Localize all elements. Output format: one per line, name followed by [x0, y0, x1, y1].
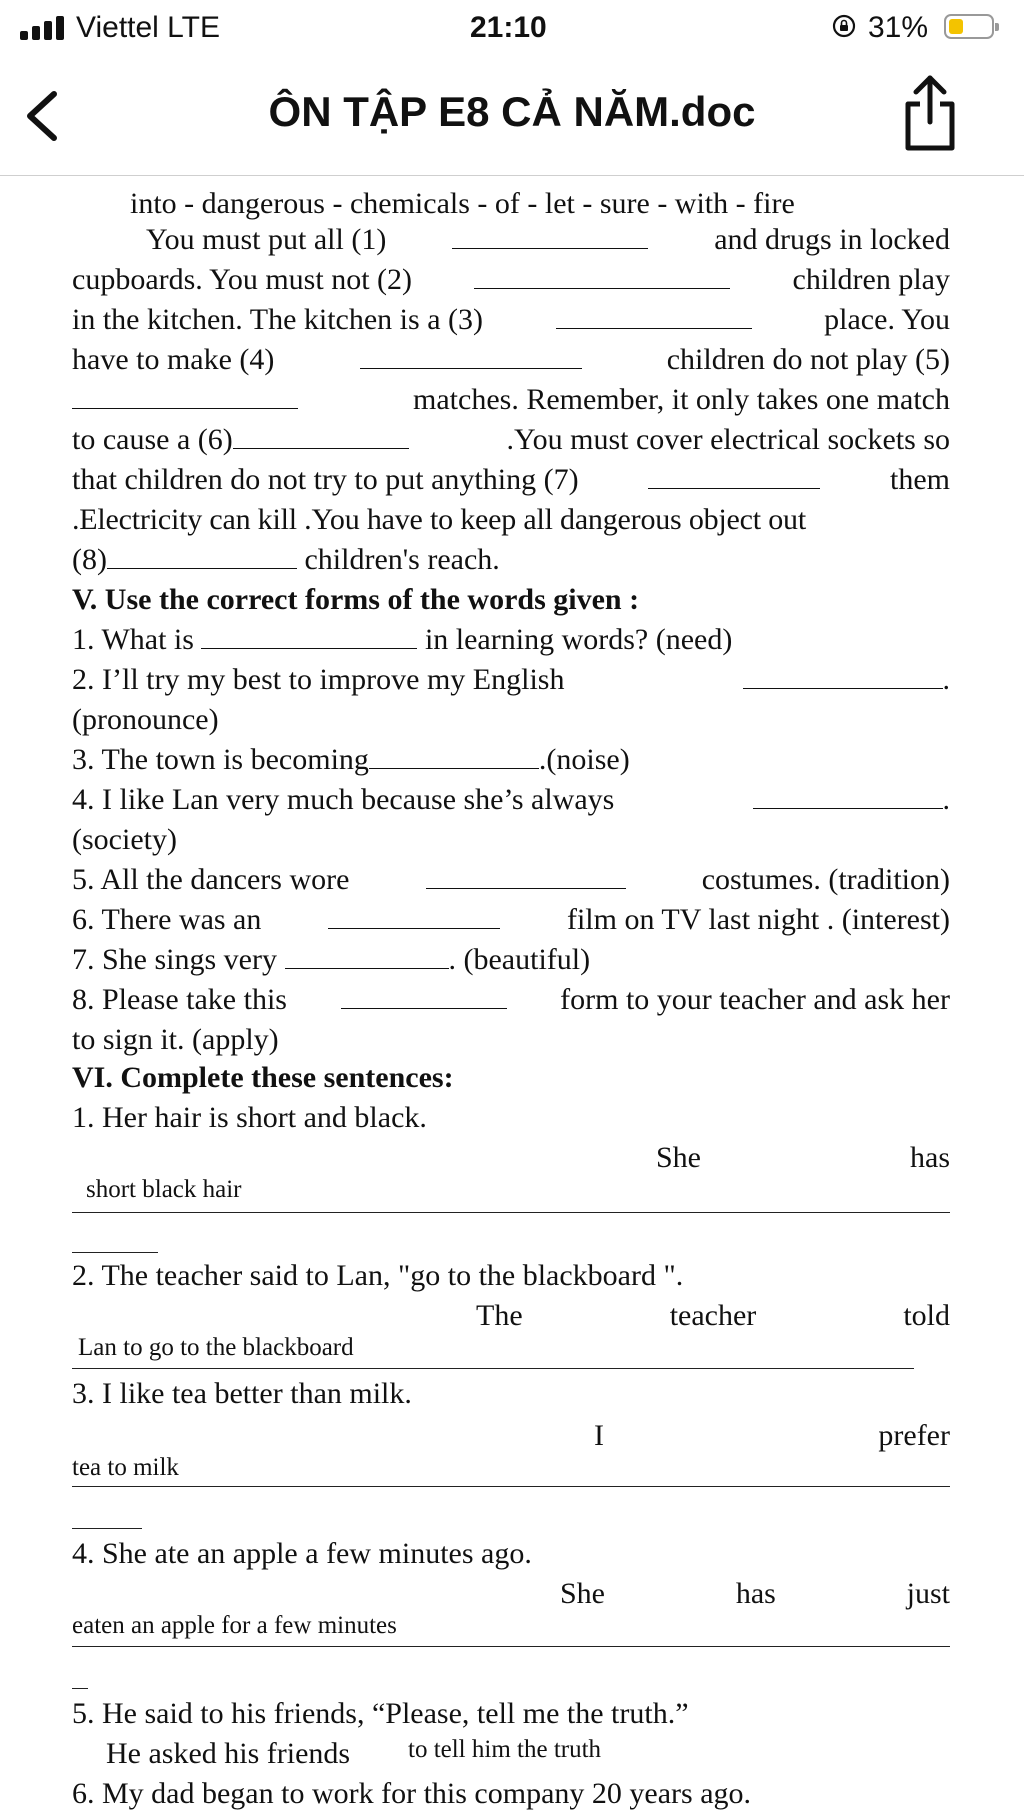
battery-percent: 31%: [868, 11, 929, 44]
handwritten-answer: tea to milk: [72, 1454, 179, 1481]
answer-line: [72, 1212, 950, 1213]
exercise-item: 6. My dad began to work for this company 20 years ago.: [72, 1777, 752, 1810]
exercise-item: 6. There was an film on TV last night . (interest): [72, 903, 950, 936]
exercise-item: 8. Please take this form to your teacher and ask her: [72, 983, 950, 1016]
document-page[interactable]: [0, 176, 1024, 1820]
exercise-item: 3. The town is becoming .(noise): [72, 743, 630, 776]
carrier-label: Viettel LTE: [76, 11, 220, 44]
passage-line: .Electricity can kill .You have to keep all dangerous object out: [72, 503, 806, 536]
start-words: I prefer: [594, 1419, 950, 1452]
passage-line: in the kitchen. The kitchen is a (3) place. You: [72, 303, 950, 336]
orientation-lock-icon: [832, 14, 856, 38]
answer-line: [72, 1646, 950, 1647]
passage-line: have to make (4) children do not play (5): [72, 343, 950, 376]
passage-line: (8) children's reach.: [72, 543, 500, 576]
clipped-heading: [72, 176, 950, 178]
passage-line: You must put all (1) and drugs in locked: [146, 223, 950, 256]
start-words: She has: [656, 1141, 950, 1174]
start-words: The teacher told: [476, 1299, 950, 1332]
answer-line: [72, 1688, 88, 1689]
exercise-item: (society): [72, 823, 177, 856]
section-heading: VI. Complete these sentences:: [72, 1061, 454, 1094]
exercise-item: 5. He said to his friends, “Please, tell me the truth.”: [72, 1697, 689, 1730]
start-words: He asked his friends: [106, 1737, 351, 1770]
passage-line: to cause a (6) .You must cover electrical sockets so: [72, 423, 950, 456]
exercise-item: 2. The teacher said to Lan, "go to the blackboard ".: [72, 1259, 684, 1292]
handwritten-answer: short black hair: [86, 1176, 242, 1203]
section-heading: V. Use the correct forms of the words given :: [72, 583, 640, 616]
exercise-item: 2. I’ll try my best to improve my English .: [72, 663, 950, 696]
share-icon[interactable]: [900, 72, 960, 154]
exercise-item: 4. I like Lan very much because she’s always .: [72, 783, 950, 816]
word-box: into - dangerous - chemicals - of - let - sure - with - fire: [130, 187, 795, 220]
chevron-left-icon[interactable]: [20, 88, 64, 144]
nav-bar: [0, 60, 1024, 176]
exercise-item: (pronounce): [72, 703, 219, 736]
status-time: 21:10: [470, 11, 547, 44]
battery-icon: [944, 14, 994, 39]
exercise-item: 1. Her hair is short and black.: [72, 1101, 427, 1134]
answer-line: [72, 1368, 914, 1369]
handwritten-answer: eaten an apple for a few minutes: [72, 1612, 397, 1639]
answer-line: [72, 1486, 950, 1487]
passage-line: cupboards. You must not (2) children play: [72, 263, 950, 296]
exercise-item: 4. She ate an apple a few minutes ago.: [72, 1537, 532, 1570]
passage-line: matches. Remember, it only takes one match: [72, 382, 950, 418]
exercise-item: to sign it. (apply): [72, 1023, 279, 1056]
exercise-item: 5. All the dancers wore costumes. (tradition): [72, 863, 950, 896]
exercise-item: 3. I like tea better than milk.: [72, 1377, 412, 1410]
passage-line: that children do not try to put anything (7) them: [72, 463, 950, 496]
exercise-item: 7. She sings very . (beautiful): [72, 943, 591, 976]
handwritten-answer: Lan to go to the blackboard: [78, 1334, 354, 1361]
start-words: She has just: [560, 1577, 950, 1610]
document-title: ÔN TẬP E8 CẢ NĂM.doc: [268, 88, 756, 135]
status-bar: [0, 0, 1024, 58]
answer-line: [72, 1528, 142, 1529]
exercise-item: 1. What is in learning words? (need): [72, 623, 733, 656]
answer-line: [72, 1252, 158, 1253]
signal-strength-icon: [20, 16, 72, 40]
handwritten-answer: to tell him the truth: [408, 1736, 602, 1763]
